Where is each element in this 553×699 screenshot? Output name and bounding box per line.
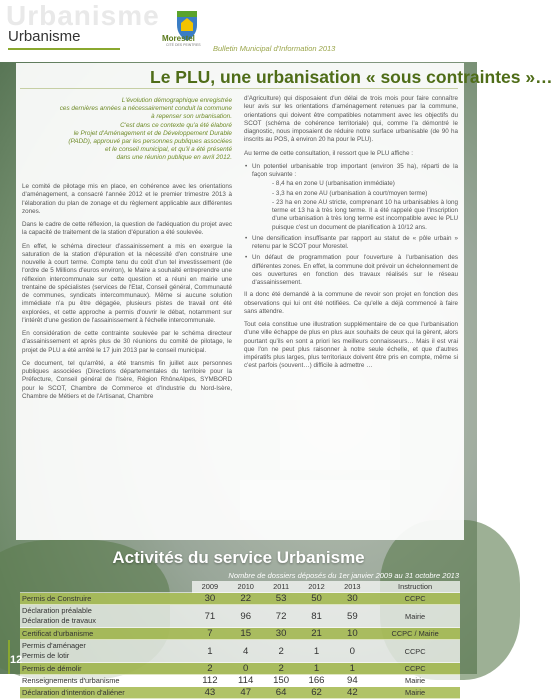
paragraph: Le comité de pilotage mis en place, en cohérence avec les orientations d'aménagement, a consacré l'année 2012 et le premier trimestre 2013 à l'élaboration du plan de zonage et du règlement applicable aux différentes zones. [22, 183, 232, 215]
row-label [20, 640, 192, 663]
cell-value: 62 [299, 687, 335, 699]
cell-value: 59 [334, 605, 370, 628]
cell-value: 2 [264, 640, 299, 663]
paragraph: Ce document, tel qu'arrêté, a été transmis fin juillet aux personnes publiques associées (Directions départementales du territoire pour la Préfecture, Conseil général de l'Isère, Région RhôneAlpes, SYMBORD pour le SCOT, Chambre de Commerce et d'Industrie du Nord-Isère, Chambre de Métiers et de l'Artisanat, Chambre [22, 359, 232, 400]
cell-instruction: CCPC / Mairie [370, 628, 460, 640]
cell-instruction: Mairie [370, 675, 460, 687]
row-label-line: Renseignements d'urbanisme [22, 675, 120, 685]
paragraph: Dans le cadre de cette réflexion, la question de l'adéquation du projet avec la capacité de traitement de la station d'épuration a été soulevée. [22, 221, 232, 237]
paragraph: Au terme de cette consultation, il ressort que le PLU affiche : [244, 149, 413, 157]
bulletin-label: Bulletin Municipal d'Information 2013 [213, 44, 336, 53]
cell-value: 2 [192, 663, 228, 675]
right-column [244, 95, 458, 376]
table-row [20, 628, 460, 640]
row-label-line: Permis de lotir [22, 651, 70, 660]
cell-value: 0 [228, 663, 264, 675]
paragraph: Il a donc été demandé à la commune de revoir son projet en fonction des observations qui lui ont été notifiées. Ce qu'elle a déjà commencé à faire sans attendre. [244, 291, 458, 315]
activity-table [20, 581, 460, 699]
row-label-line: Déclaration d'intention d'aliéner [22, 687, 125, 697]
paragraph: En effet, le schéma directeur d'assainissement a mis en exergue la saturation de la station d'épuration et la nécessité d'en construire une nouvelle à court terme. Compte tenu du coût d'un tel investissement (de l'ordre de 5 Millions d'euros environ), le Maire a souhaité entreprendre une réflexion intercommunale sur cette question et a réuni en mairie une trentaine de spécialistes (services de l'Etat, Conseil général, Communauté de communes, syndicats intercommunaux). Même si aucune solution immédiate n'a pu être dégagée, plusieurs pistes de travail ont été explorées, et cette approche a permis d'ouvrir le débat, notamment sur l'intérêt d'une gestion de l'assainissement à l'échelle intercommunale. [22, 242, 232, 324]
table-row [20, 640, 460, 663]
cell-value: 30 [334, 593, 370, 605]
cell-value: 71 [192, 605, 228, 628]
table-row [20, 605, 460, 628]
row-label [20, 687, 192, 699]
cell-value: 53 [264, 593, 299, 605]
activity-title: Activités du service Urbanisme [112, 548, 365, 567]
intro-line: le Projet d'Aménagement et de Développement Durable [73, 129, 232, 137]
table-header-row [20, 581, 460, 593]
cell-value: 30 [264, 628, 299, 640]
left-column [22, 183, 232, 406]
row-label-line: Permis d'aménager [22, 641, 86, 650]
cell-value: 42 [334, 687, 370, 699]
row-label [20, 663, 192, 675]
cell-value: 150 [264, 675, 299, 687]
row-label-line: Certificat d'urbanisme [22, 628, 94, 638]
page-number: 12 [10, 654, 23, 666]
sub-item: - 23 ha en zone AU stricte, comprenant 10 ha urbanisables à long terme et 13 ha à très long terme. Il a été rappelé que l'inscription d'une urbanisation à très long terme est incompatible avec le PLU puisque c'est un document de planification à 10/12 ans. [272, 198, 458, 231]
intro-line: ces dernières années a nécessairement conduit la commune [59, 105, 232, 113]
cell-value: 114 [228, 675, 264, 687]
activity-subtitle: Nombre de dossiers déposés du 1er janvier 2009 au 31 octobre 2013 [228, 571, 459, 580]
cell-value: 21 [299, 628, 335, 640]
cell-value: 166 [299, 675, 335, 687]
paragraph: En considération de cette contrainte soulevée par le schéma directeur d'assainissement et après plus de 30 réunions du comité de pilotage, le projet de PLU a été arrêté le 17 juin 2013 par le conseil municipal. [22, 330, 232, 354]
row-label-line: Permis de démolir [22, 663, 82, 673]
cell-value: 1 [192, 640, 228, 663]
row-label-line: Permis de Construire [22, 593, 92, 603]
logo-name: Morestel [162, 34, 195, 43]
cell-value: 1 [299, 640, 335, 663]
paragraph: d'Agriculture) qui disposaient d'un délai de trois mois pour faire connaître leur avis sur les orientations d'aménagement retenues par la commune, orientations qui doivent être compatibles notamment avec les objectifs du SCOT (schéma de cohérence territoriale) qui, comme l'a démontré le diagnostic, nous imposaient de réduire notre surface urbanisable (de 90 ha inscrits au POS, à environ 20 ha pour le PLU). [244, 95, 458, 144]
list-item: • Une densification insuffisante par rapport au statut de « pôle urbain » retenu par le SCOT pour Morestel. [252, 235, 458, 252]
sub-item: - 8,4 ha en zone U (urbanisation immédiate) [272, 180, 395, 188]
findings-list [244, 163, 458, 288]
cell-value: 1 [299, 663, 335, 675]
cell-value: 7 [192, 628, 228, 640]
year-header: 2010 [228, 581, 264, 593]
table-row [20, 593, 460, 605]
intro-line: à repenser son urbanisation. [150, 113, 232, 121]
cell-value: 15 [228, 628, 264, 640]
article-intro [22, 97, 232, 163]
row-label [20, 605, 192, 628]
year-header: 2012 [299, 581, 335, 593]
row-label-line: Déclaration de travaux [22, 616, 96, 625]
cell-value: 50 [299, 593, 335, 605]
logo-tagline: CITÉ DES PEINTRES [166, 43, 201, 47]
row-label [20, 593, 192, 605]
table-row [20, 675, 460, 687]
bullet-text: Un potentiel urbanisable trop important (environ 35 ha), réparti de la façon suivante : [252, 162, 458, 178]
cell-value: 30 [192, 593, 228, 605]
year-header: 2011 [264, 581, 299, 593]
cell-value: 47 [228, 687, 264, 699]
cell-instruction: Mairie [370, 687, 460, 699]
cell-value: 96 [228, 605, 264, 628]
cell-value: 1 [334, 663, 370, 675]
instruction-header: Instruction [370, 581, 460, 593]
year-header: 2013 [334, 581, 370, 593]
cell-value: 43 [192, 687, 228, 699]
list-item [252, 163, 458, 232]
section-underline [8, 48, 120, 50]
row-label [20, 675, 192, 687]
cell-value: 112 [192, 675, 228, 687]
list-item: • Un défaut de programmation pour l'ouverture à l'urbanisation des différentes zones. En effet, la commune doit prévoir un échelonnement de ces ouvertures en fonction des travaux réalisés sur le réseau d'assainissement. [252, 254, 458, 287]
cell-instruction: CCPC [370, 593, 460, 605]
section-title: Urbanisme [8, 28, 81, 45]
cell-value: 4 [228, 640, 264, 663]
year-header: 2009 [192, 581, 228, 593]
row-label-line: Déclaration préalable [22, 606, 92, 615]
table-row [20, 663, 460, 675]
cell-value: 81 [299, 605, 335, 628]
intro-line: L'évolution démographique enregistrée [121, 97, 232, 104]
row-label [20, 628, 192, 640]
intro-line: (PADD), approuvé par les personnes publiques associées [68, 138, 232, 146]
sub-item: - 3,3 ha en zone AU (urbanisation à court/moyen terme) [272, 189, 428, 197]
cell-value: 64 [264, 687, 299, 699]
cell-instruction: CCPC [370, 640, 460, 663]
cell-value: 72 [264, 605, 299, 628]
cell-value: 94 [334, 675, 370, 687]
intro-line: et le conseil municipal, et qu'il a été présenté [105, 146, 232, 154]
intro-line: dans une réunion publique en avril 2012. [116, 154, 232, 162]
section-watermark: Urbanisme [6, 0, 160, 31]
paragraph: Tout cela constitue une illustration supplémentaire de ce que l'urbanisation d'une ville échappe de plus en plus aux souhaits de ceux qui la gèrent, alors pourtant qu'ils en sont a priori les meilleurs connaisseurs… Mais il est vrai que l'on ne peut plus raisonner à notre seule échelle, et que d'autres impératifs plus larges, plus territoriaux doivent être pris en compte, même si c'est parfois (souvent…) difficile à admettre … [244, 321, 458, 370]
intro-line: C'est dans ce contexte qu'a été élaboré [120, 121, 232, 129]
cell-value: 10 [334, 628, 370, 640]
cell-value: 22 [228, 593, 264, 605]
cell-value: 2 [264, 663, 299, 675]
cell-value: 0 [334, 640, 370, 663]
title-rule [20, 88, 458, 89]
article-title: Le PLU, une urbanisation « sous contraintes »… [150, 67, 553, 87]
table-row [20, 687, 460, 699]
cell-instruction: CCPC [370, 663, 460, 675]
header-blank [20, 581, 192, 593]
cell-instruction: Mairie [370, 605, 460, 628]
